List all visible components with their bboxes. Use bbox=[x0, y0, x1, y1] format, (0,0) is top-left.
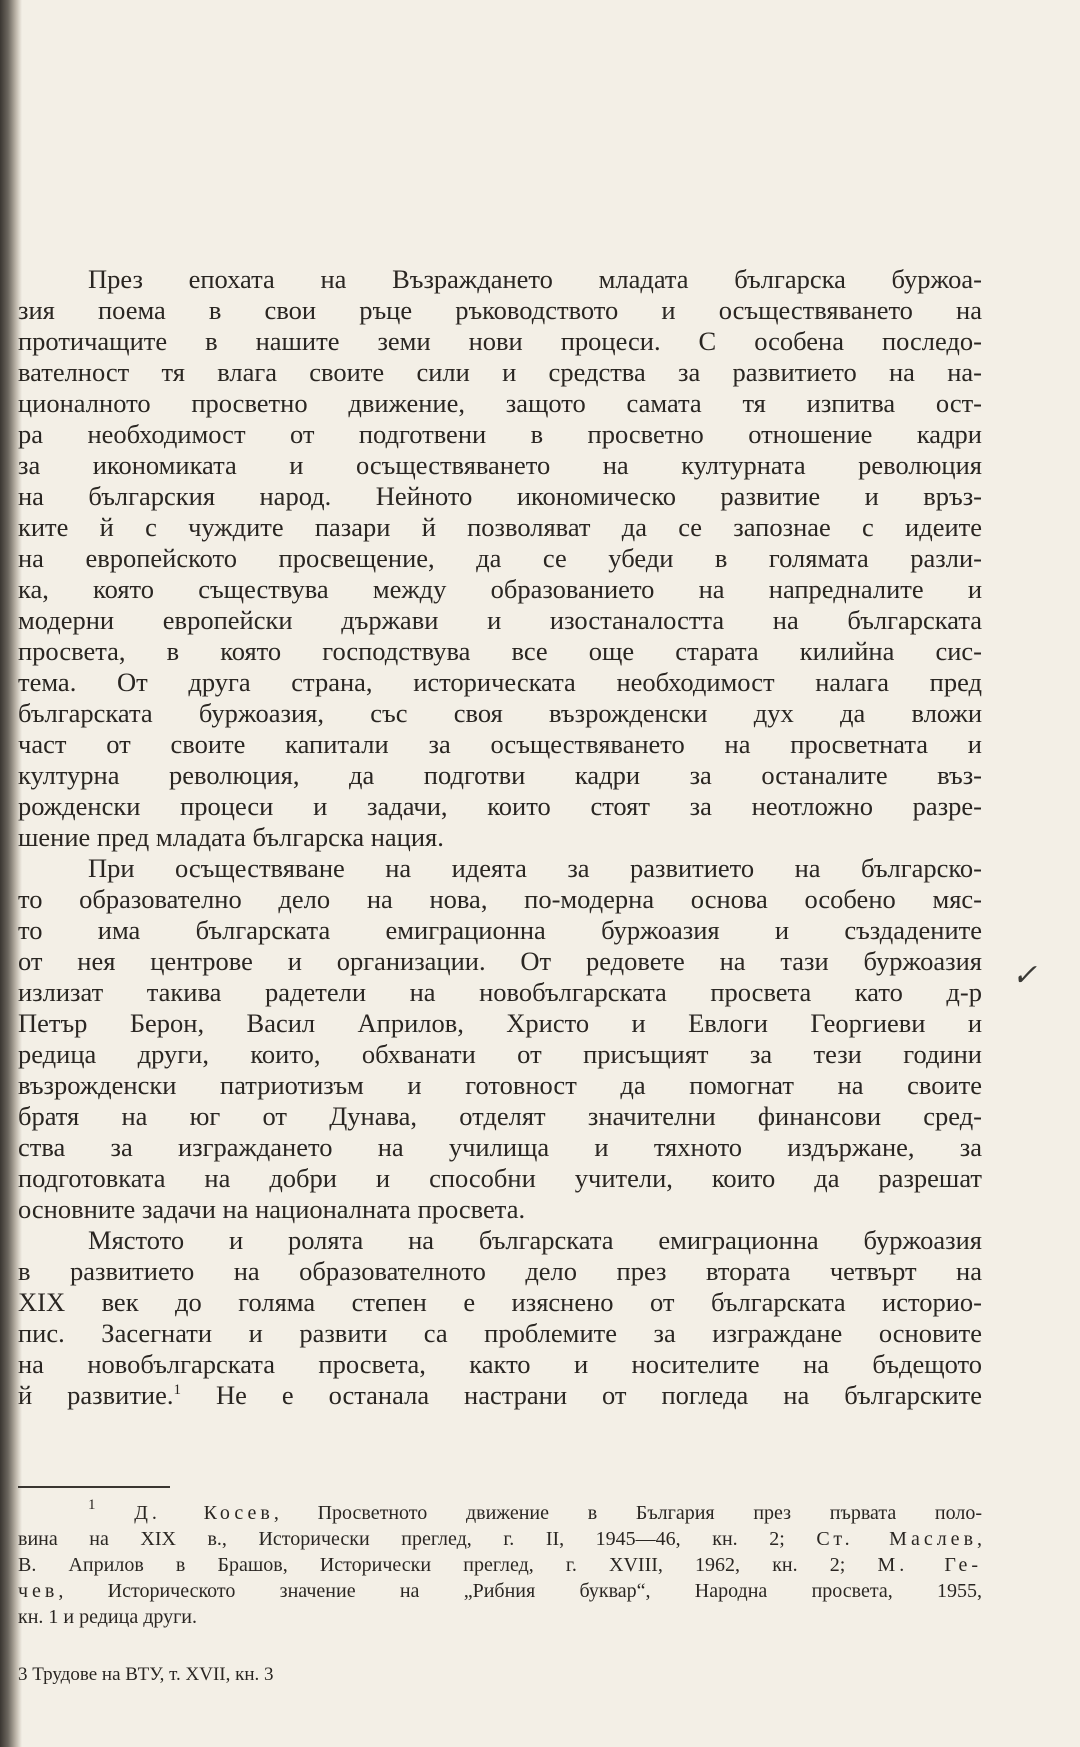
footnote-line bbox=[18, 1526, 982, 1552]
text-line: XIX век до голяма степен е изяснено от българската историо- bbox=[18, 1287, 982, 1317]
text-line: Мястото и ролята на българската емиграционна буржоазия bbox=[88, 1225, 982, 1255]
footnote-text: вина на XIX в., Исторически преглед, г. II, 1945—46, кн. 2; bbox=[18, 1528, 785, 1550]
text-line: ства за изграждането на училища и тяхното издържане, за bbox=[18, 1132, 982, 1162]
text-line: от нея центрове и организации. От редовете на тази буржоазия bbox=[18, 946, 982, 976]
text-line: то образователно дело на нова, по-модерна основа особено мяс- bbox=[18, 884, 982, 914]
text-line-with-footnote bbox=[18, 1380, 982, 1411]
footnote-author: чев bbox=[18, 1580, 59, 1602]
footnote-line bbox=[18, 1552, 982, 1578]
text-line: шение пред младата българска нация. bbox=[18, 822, 444, 852]
footnote-divider bbox=[18, 1486, 170, 1488]
footnote-author: Д. Косев bbox=[134, 1502, 274, 1524]
text-line: ка, която съществува между образованието на напредналите и bbox=[18, 574, 982, 604]
text-line: ционалното просветно движение, защото самата тя изпитва ост- bbox=[18, 388, 982, 418]
text-line: за икономиката и осъществяването на културната революция bbox=[18, 450, 982, 480]
text-line: редица други, които, обхванати от присъщият за тези години bbox=[18, 1039, 982, 1069]
text-line: подготовката на добри и способни учители, които да разрешат bbox=[18, 1163, 982, 1193]
text-fragment: й развитие. bbox=[18, 1380, 174, 1410]
footnote-text: , bbox=[977, 1528, 983, 1550]
text-line: рожденски процеси и задачи, които стоят за неотложно разре- bbox=[18, 791, 982, 821]
checkmark-icon: ✓ bbox=[1012, 958, 1038, 993]
text-line: възрожденски патриотизъм и готовност да помогнат на своите bbox=[18, 1070, 982, 1100]
text-line: тема. От друга страна, историческата необходимост налага пред bbox=[18, 667, 982, 697]
text-line: основните задачи на националната просвета. bbox=[18, 1194, 526, 1224]
text-line: на българския народ. Нейното икономическо развитие и връз- bbox=[18, 481, 982, 511]
text-line: на новобългарската просвета, както и носителите на бъдещото bbox=[18, 1349, 982, 1379]
footnote-text: В. Априлов в Брашов, Исторически преглед, г. XVIII, 1962, кн. 2; bbox=[18, 1554, 846, 1576]
footnote-line bbox=[18, 1578, 982, 1604]
book-page bbox=[18, 0, 1038, 1747]
text-line: модерни европейски държави и изостаналостта на българската bbox=[18, 605, 982, 635]
footnote-text: , Просветното движение в България през първата поло- bbox=[273, 1502, 983, 1524]
text-line: културна революция, да подготви кадри за останалите въз- bbox=[18, 760, 982, 790]
text-line: През епохата на Възраждането младата българска буржоа- bbox=[88, 264, 982, 294]
text-line: братя на юг от Дунава, отделят значителни финансови сред- bbox=[18, 1101, 982, 1131]
body-text bbox=[18, 264, 982, 1411]
footnote-reference: 1 bbox=[173, 1382, 181, 1398]
text-line: пис. Засегнати и развити са проблемите за изграждане основите bbox=[18, 1318, 982, 1348]
printer-signature: 3 Трудове на ВТУ, т. XVII, кн. 3 bbox=[18, 1664, 274, 1685]
footnote-author: М. Ге- bbox=[877, 1554, 983, 1576]
footnote-author: Ст. Маслев bbox=[816, 1528, 978, 1550]
text-line: При осъществяване на идеята за развитието на българско- bbox=[88, 853, 982, 883]
text-line: ра необходимост от подготвени в просветно отношение кадри bbox=[18, 419, 982, 449]
text-line: в развитието на образователното дело през втората четвърт на bbox=[18, 1256, 982, 1286]
text-line: зия поема в свои ръце ръководството и осъществяването на bbox=[18, 295, 982, 325]
text-line: ките й с чуждите пазари й позволяват да се запознае с идеите bbox=[18, 512, 982, 542]
text-line: вателност тя влага своите сили и средства за развитието на на- bbox=[18, 357, 982, 387]
text-line: то има българската емиграционна буржоазия и създадените bbox=[18, 915, 982, 945]
text-line: част от своите капитали за осъществяването на просветната и bbox=[18, 729, 982, 759]
footnote-line: кн. 1 и редица други. bbox=[18, 1606, 198, 1628]
text-fragment: Не е останала настрани от погледа на българските bbox=[215, 1380, 982, 1410]
footnote bbox=[18, 1497, 983, 1630]
text-line: Петър Берон, Васил Априлов, Христо и Евлоги Георгиеви и bbox=[18, 1008, 982, 1038]
footnote-number: 1 bbox=[88, 1497, 96, 1513]
text-line: на европейското просвещение, да се убеди в голямата разли- bbox=[18, 543, 982, 573]
text-line: протичащите в нашите земи нови процеси. С особена последо- bbox=[18, 326, 982, 356]
text-line: българската буржоазия, със своя възрожденски дух да вложи bbox=[18, 698, 982, 728]
footnote-line bbox=[18, 1497, 983, 1526]
footnote-text: , Историческото значение на „Рибния буквар“, Народна просвета, 1955, bbox=[58, 1580, 982, 1602]
text-line: просвета, в която господствува все още старата килийна сис- bbox=[18, 636, 982, 666]
text-line: излизат такива радетели на новобългарската просвета като д-р bbox=[18, 977, 982, 1007]
